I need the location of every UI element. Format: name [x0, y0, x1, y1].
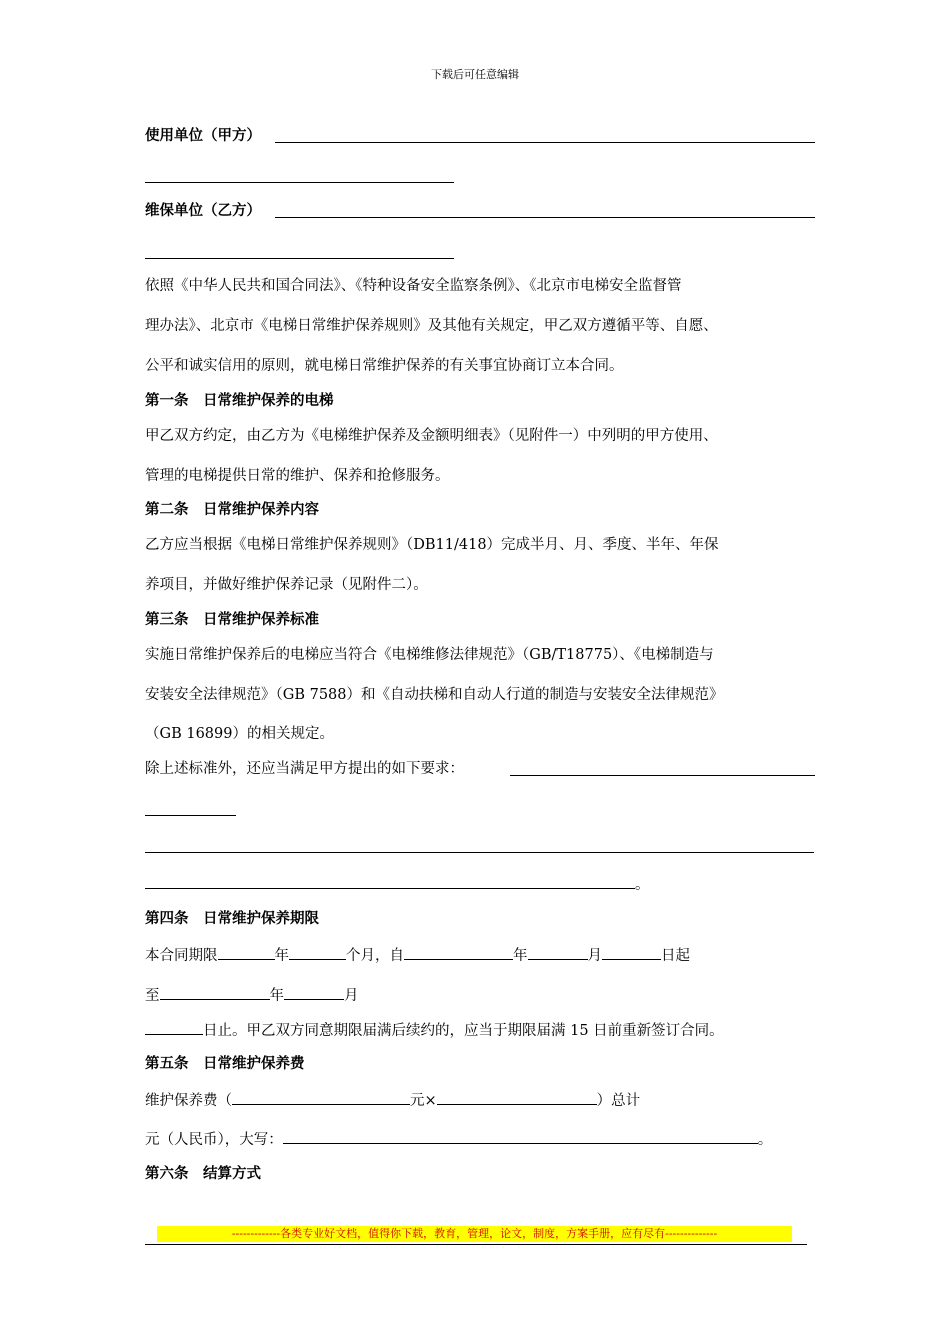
- intro-line-3: 公平和诚实信用的原则，就电梯日常维护保养的有关事宜协商订立本合同。: [145, 358, 624, 374]
- article-1-line-2: 管理的电梯提供日常的维护、保养和抢修服务。: [145, 468, 450, 484]
- fee-row: [145, 1089, 815, 1109]
- fee-quantity-blank[interactable]: [437, 1089, 597, 1105]
- party-b-label: 维保单位（乙方）: [145, 202, 261, 219]
- intro-line-2: 理办法》、北京市《电梯日常维护保养规则》及其他有关规定，甲乙双方遵循平等、自愿、: [145, 318, 718, 334]
- extra-requirements-row: [145, 759, 815, 779]
- footer-banner: [145, 1226, 807, 1245]
- article-3-line-1: 实施日常维护保养后的电梯应当符合《电梯维修法律规范》（GB/T18775）、《电梯制造与: [145, 647, 714, 663]
- extra-requirements-label: 除上述标准外，还应当满足甲方提出的如下要求：: [145, 761, 464, 777]
- start-year-unit: 年: [513, 948, 528, 964]
- extra-requirements-blank[interactable]: [510, 775, 815, 776]
- intro-line-1: 依照《中华人民共和国合同法》、《特种设备安全监察条例》、《北京市电梯安全监督管: [145, 278, 682, 294]
- party-a-label: 使用单位（甲方）: [145, 127, 261, 144]
- end-month-blank[interactable]: [284, 984, 344, 1000]
- footer-text: -------------各类专业好文档，值得你下载，教育，管理，论文，制度，方案手册，应有尽有--------------: [157, 1226, 792, 1242]
- term-months-blank[interactable]: [289, 944, 346, 960]
- start-month-blank[interactable]: [528, 944, 588, 960]
- end-year-unit: 年: [269, 988, 284, 1004]
- end-day-blank[interactable]: [145, 1019, 203, 1035]
- term-years-blank[interactable]: [218, 944, 275, 960]
- term-row-2: [145, 984, 815, 1004]
- fee-capital-blank[interactable]: [283, 1128, 758, 1144]
- fee-yuan-times: 元×: [410, 1093, 437, 1109]
- term-renew-text: 日止。甲乙双方同意期限届满后续约的，应当于期限届满 15 日前重新签订合同。: [203, 1023, 724, 1039]
- start-year-blank[interactable]: [404, 944, 513, 960]
- end-month-unit: 月: [344, 988, 359, 1004]
- extra-requirements-blank-3[interactable]: [145, 852, 814, 853]
- fee-rmb-label: 元（人民币），大写：: [145, 1132, 283, 1148]
- extra-requirements-blank-2[interactable]: [145, 815, 236, 816]
- party-b-blank[interactable]: [275, 217, 815, 218]
- article-1-title: 第一条 日常维护保养的电梯: [145, 392, 334, 409]
- party-a-row: [145, 126, 815, 146]
- article-4-title: 第四条 日常维护保养期限: [145, 910, 319, 927]
- term-months-from: 个月，自: [346, 948, 404, 964]
- page-header: 下载后可任意编辑: [431, 68, 519, 81]
- party-b-blank-2[interactable]: [145, 258, 454, 259]
- term-row-3: [145, 1019, 815, 1039]
- article-2-line-2: 养项目，并做好维护保养记录（见附件二）。: [145, 577, 428, 593]
- fee-total-label: ）总计: [596, 1093, 641, 1109]
- article-1-line-1: 甲乙双方约定，由乙方为《电梯维护保养及金额明细表》（见附件一）中列明的甲方使用、: [145, 428, 718, 444]
- article-3-line-2: 安装安全法律规范》（GB 7588）和《自动扶梯和自动人行道的制造与安装安全法律规范》: [145, 687, 724, 703]
- party-a-blank[interactable]: [275, 142, 815, 143]
- start-month-unit: 月: [587, 948, 602, 964]
- term-year-unit: 年: [274, 948, 289, 964]
- term-prefix: 本合同期限: [145, 948, 218, 964]
- term-to: 至: [145, 988, 160, 1004]
- article-3-line-3: （GB 16899）的相关规定。: [145, 726, 334, 742]
- article-3-title: 第三条 日常维护保养标准: [145, 611, 319, 628]
- start-day-unit: 日起: [661, 948, 690, 964]
- article-2-title: 第二条 日常维护保养内容: [145, 501, 319, 518]
- article-2-line-1: 乙方应当根据《电梯日常维护保养规则》（DB11/418）完成半月、月、季度、半年、年保: [145, 537, 719, 553]
- fee-prefix: 维护保养费（: [145, 1093, 232, 1109]
- fee-rmb-row: [145, 1128, 815, 1148]
- party-a-blank-2[interactable]: [145, 182, 454, 183]
- term-row-1: [145, 944, 815, 964]
- article-6-title: 第六条 结算方式: [145, 1165, 261, 1182]
- end-year-blank[interactable]: [160, 984, 270, 1000]
- start-day-blank[interactable]: [602, 944, 661, 960]
- party-b-row: [145, 201, 815, 221]
- extra-requirements-end: 。: [635, 877, 650, 893]
- article-5-title: 第五条 日常维护保养费: [145, 1055, 305, 1072]
- fee-unit-price-blank[interactable]: [232, 1089, 410, 1105]
- extra-requirements-last-row: [145, 873, 815, 893]
- fee-end: 。: [757, 1132, 773, 1148]
- extra-requirements-blank-4[interactable]: [145, 873, 635, 889]
